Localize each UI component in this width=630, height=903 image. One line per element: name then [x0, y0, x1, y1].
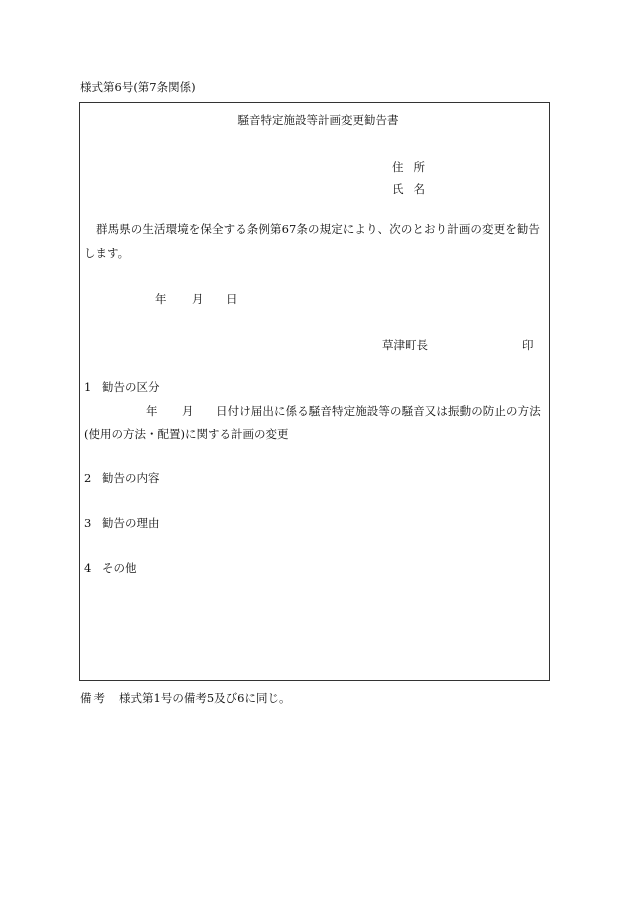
- section-3-title: 勧告の理由: [102, 516, 160, 530]
- section-1-year-label: 年: [146, 404, 158, 418]
- section-1-text-line-2: (使用の方法・配置)に関する計画の変更: [84, 427, 289, 441]
- section-1-text-line-1: 日付け届出に係る騒音特定施設等の騒音又は振動の防止の方法: [216, 404, 541, 418]
- seal-mark: 印: [522, 338, 534, 352]
- date-day-label: 日: [226, 292, 238, 306]
- section-1-number: 1: [84, 380, 92, 394]
- section-4-title: その他: [102, 561, 137, 575]
- form-number: 様式第6号(第7条関係): [80, 80, 196, 94]
- section-2-title: 勧告の内容: [102, 471, 160, 485]
- remarks-text: 様式第1号の備考5及び6に同じ。: [119, 691, 291, 705]
- section-1-month-label: 月: [182, 404, 194, 418]
- remarks-label: 備考: [80, 691, 107, 705]
- body-text-line-2: します。: [84, 246, 130, 260]
- section-3-number: 3: [84, 516, 92, 530]
- issuer-name: 草津町長: [382, 338, 428, 352]
- section-2-number: 2: [84, 471, 92, 485]
- section-1-title: 勧告の区分: [102, 380, 160, 394]
- address-label: 住所: [392, 160, 435, 174]
- remarks: [80, 692, 290, 706]
- name-label: 氏名: [392, 182, 435, 196]
- date-year-label: 年: [155, 292, 167, 306]
- body-text-line-1: 群馬県の生活環境を保全する条例第67条の規定により、次のとおり計画の変更を勧告: [96, 222, 541, 236]
- section-4-number: 4: [84, 561, 92, 575]
- date-month-label: 月: [192, 292, 204, 306]
- document-title: 騒音特定施設等計画変更勧告書: [237, 113, 399, 127]
